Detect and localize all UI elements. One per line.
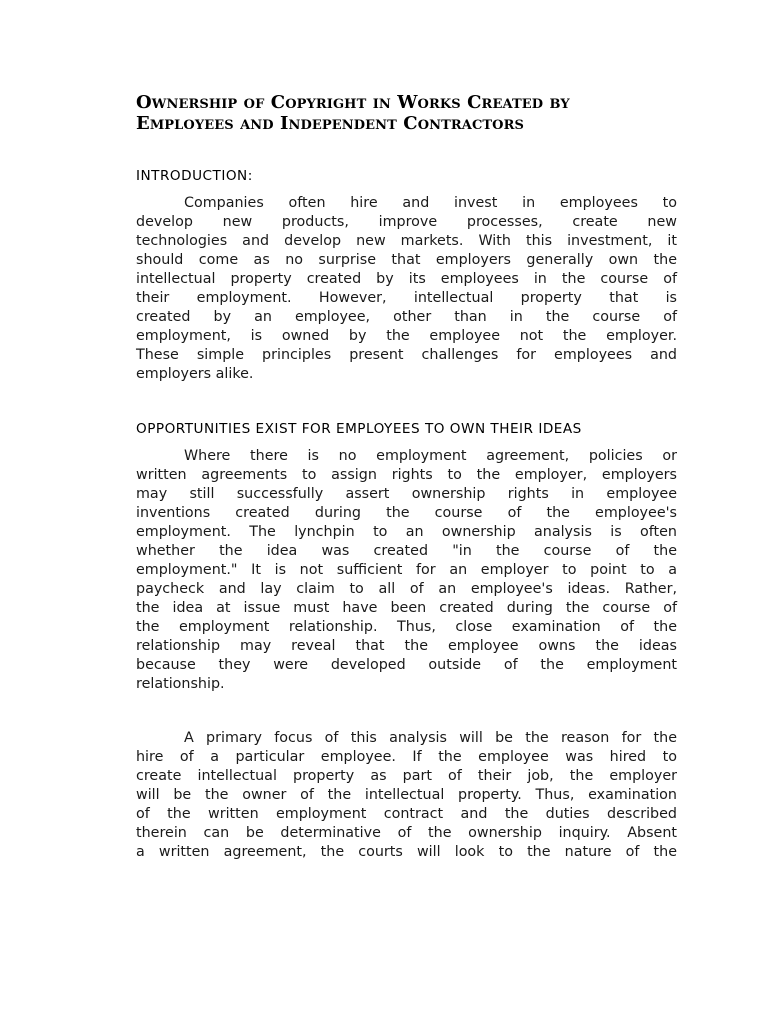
text-line: their employment. However, intellectual property that is — [136, 290, 677, 306]
text-line: create intellectual property as part of their job, the employer — [136, 768, 677, 784]
document-title — [136, 92, 696, 134]
text-line: because they were developed outside of the employment — [136, 657, 677, 673]
text-line: develop new products, improve processes, create new — [136, 214, 677, 230]
text-line: employment. The lynchpin to an ownership analysis is often — [136, 524, 677, 540]
text-line: therein can be determinative of the ownership inquiry. Absent — [136, 825, 677, 841]
text-line: paycheck and lay claim to all of an employee's ideas. Rather, — [136, 581, 677, 597]
text-line: inventions created during the course of the employee's — [136, 505, 677, 521]
text-line: may still successfully assert ownership rights in employee — [136, 486, 677, 502]
section-heading-opportunities: OPPORTUNITIES EXIST FOR EMPLOYEES TO OWN THEIR IDEAS — [136, 421, 582, 437]
text-line: will be the owner of the intellectual property. Thus, examination — [136, 787, 677, 803]
body-paragraph — [136, 194, 677, 384]
text-line: written agreements to assign rights to the employer, employers — [136, 467, 677, 483]
text-line: the idea at issue must have been created during the course of — [136, 600, 677, 616]
text-line: Where there is no employment agreement, policies or — [184, 448, 677, 464]
text-line: the employment relationship. Thus, close examination of the — [136, 619, 677, 635]
text-line: relationship. — [136, 676, 225, 692]
text-line: created by an employee, other than in the course of — [136, 309, 677, 325]
text-line: a written agreement, the courts will look to the nature of the — [136, 844, 677, 860]
text-line: relationship may reveal that the employee owns the ideas — [136, 638, 677, 654]
text-line: employers alike. — [136, 366, 254, 382]
text-line: employment." It is not sufficient for an employer to point to a — [136, 562, 677, 578]
body-paragraph — [136, 729, 677, 862]
text-line: A primary focus of this analysis will be the reason for the — [184, 730, 677, 746]
text-line: hire of a particular employee. If the employee was hired to — [136, 749, 677, 765]
title-line: Employees and Independent Contractors — [136, 113, 525, 134]
text-line: of the written employment contract and the duties described — [136, 806, 677, 822]
text-line: These simple principles present challenges for employees and — [136, 347, 677, 363]
text-line: employment, is owned by the employee not the employer. — [136, 328, 677, 344]
title-line: Ownership of Copyright in Works Created by — [136, 92, 570, 113]
text-line: whether the idea was created "in the course of the — [136, 543, 677, 559]
section-heading-introduction: INTRODUCTION: — [136, 168, 253, 184]
text-line: intellectual property created by its employees in the course of — [136, 271, 677, 287]
text-line: should come as no surprise that employers generally own the — [136, 252, 677, 268]
body-paragraph — [136, 447, 677, 694]
text-line: Companies often hire and invest in employees to — [184, 195, 677, 211]
text-line: technologies and develop new markets. With this investment, it — [136, 233, 677, 249]
